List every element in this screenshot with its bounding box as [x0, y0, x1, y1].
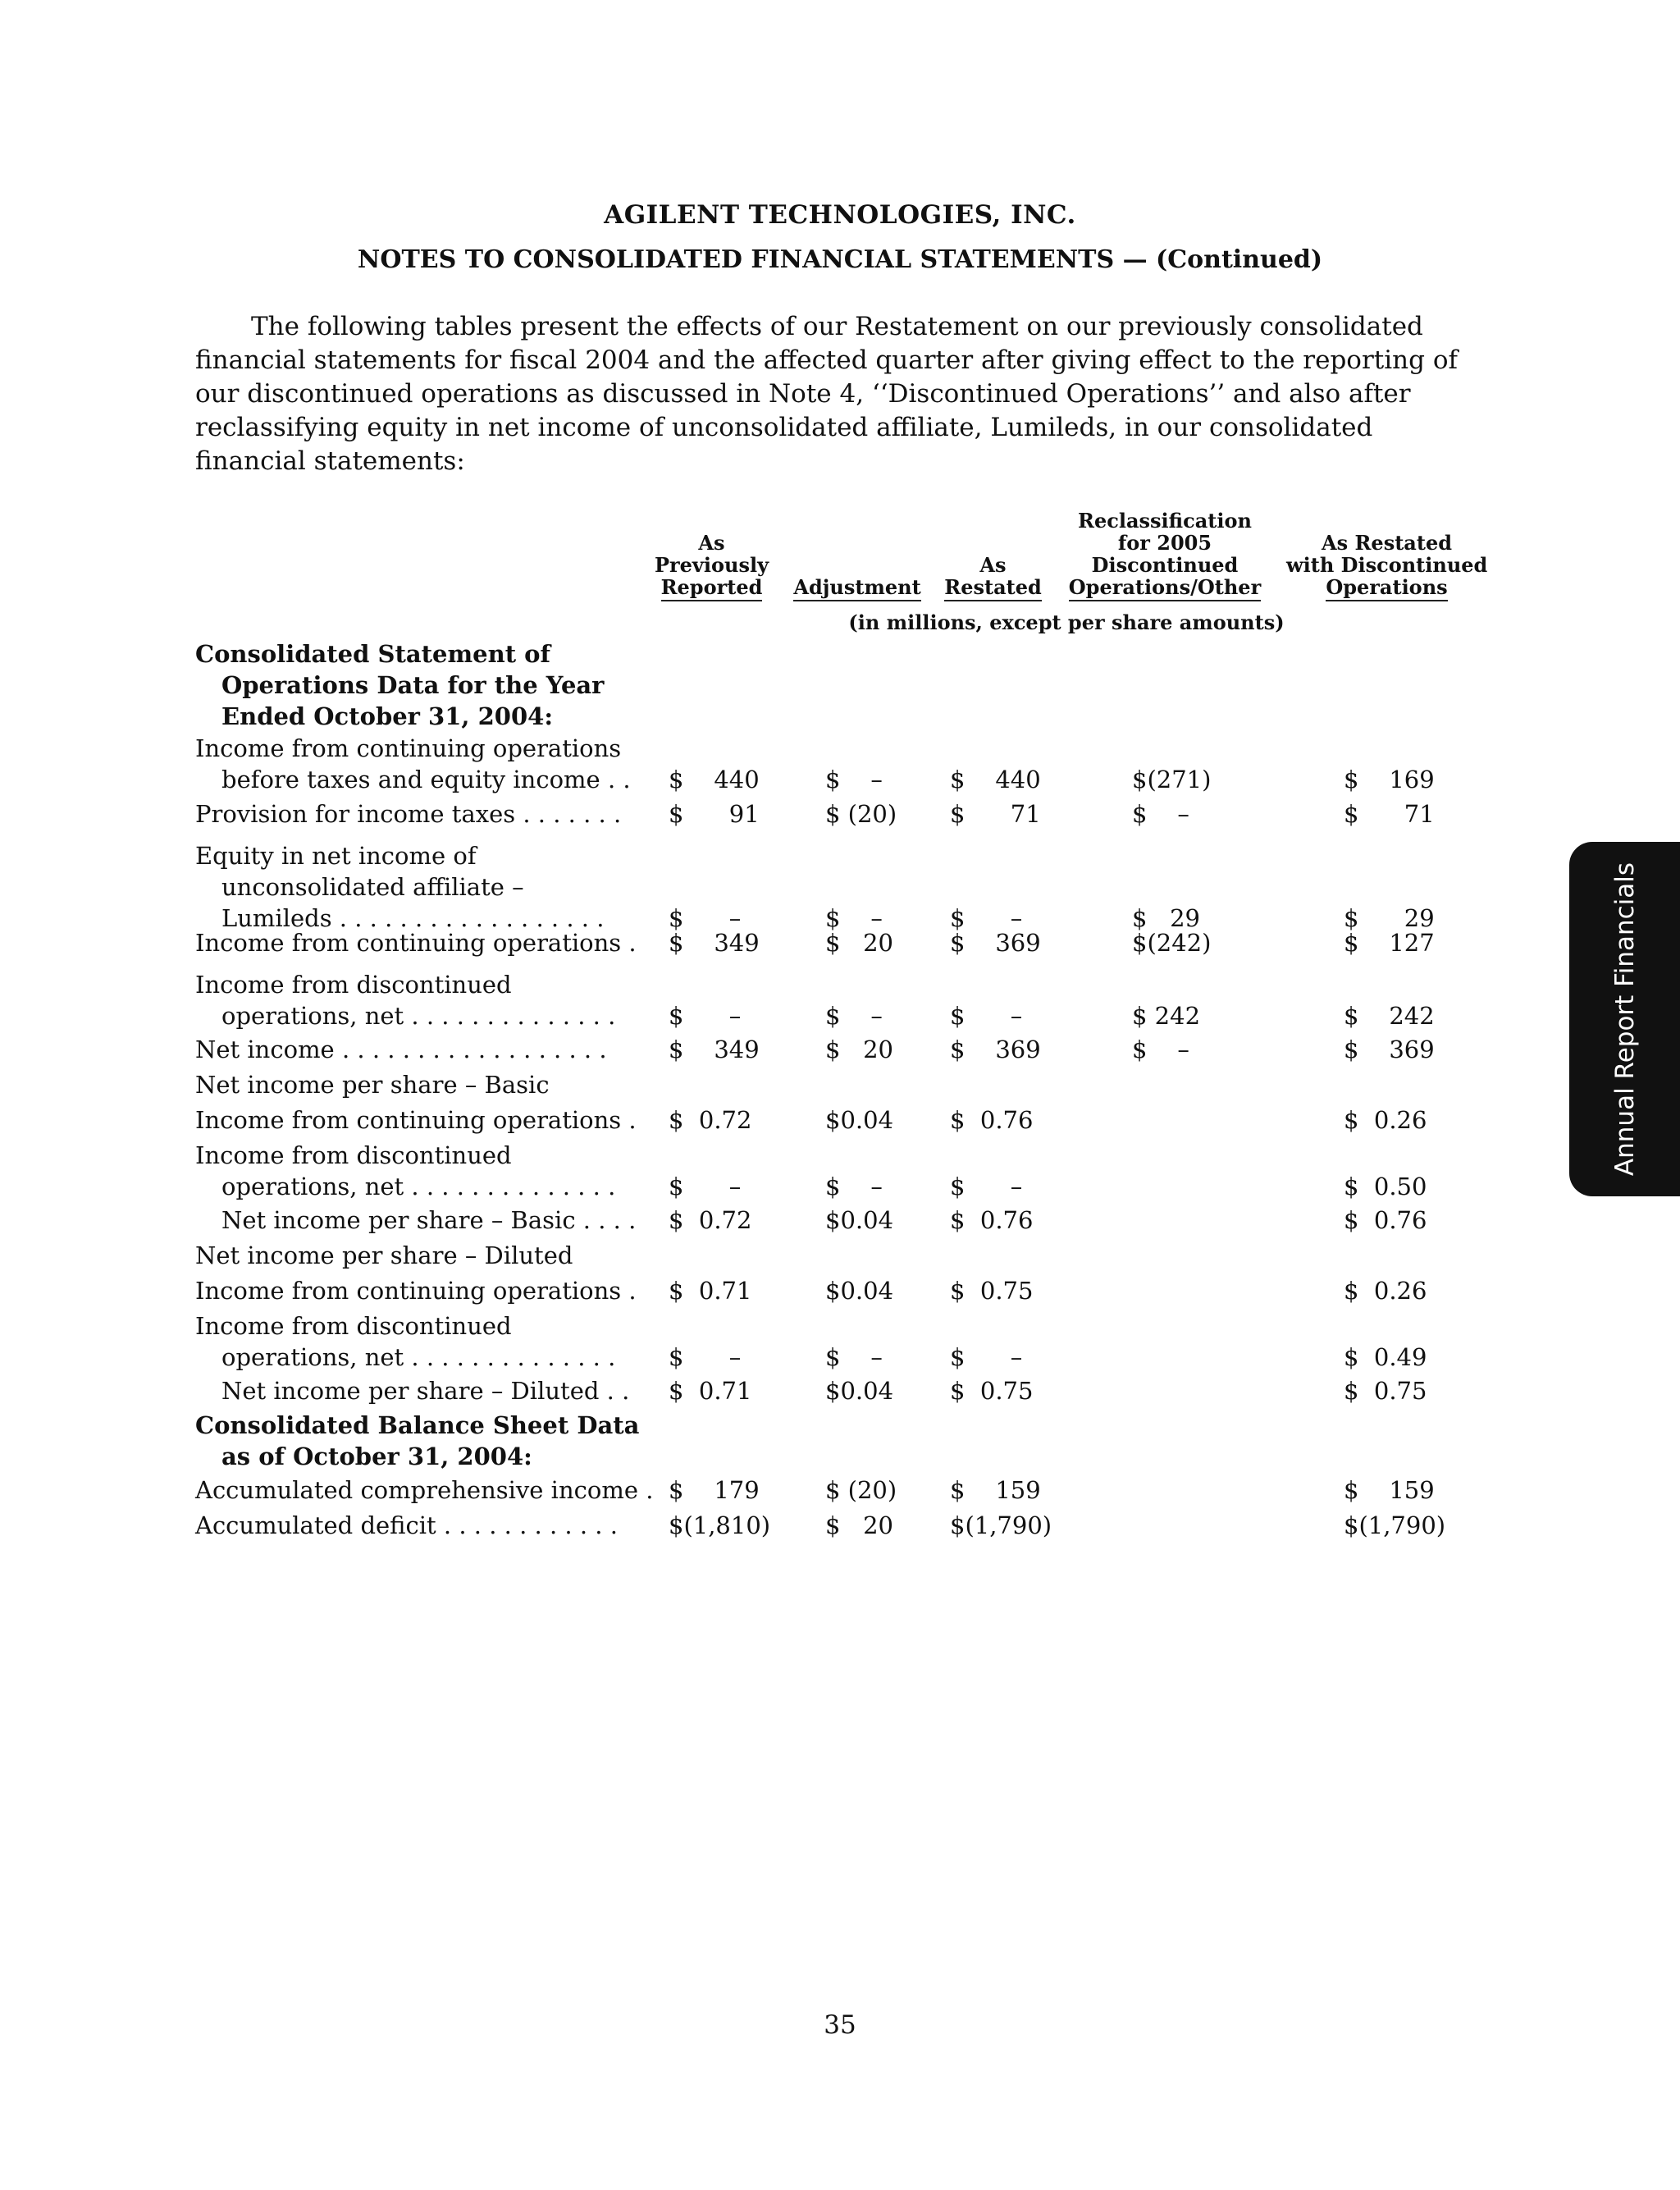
row-value: $ –	[825, 1002, 883, 1030]
row-label	[195, 840, 638, 934]
row-label	[195, 1375, 638, 1406]
row-value: $ 29	[1344, 904, 1435, 932]
row-value: $ 0.71	[669, 1277, 752, 1305]
row-label-line: Income from discontinued	[195, 1312, 512, 1340]
row-label-line: Lumileds . . . . . . . . . . . . . . . . . .	[221, 904, 605, 932]
row-value: $ –	[825, 1343, 883, 1371]
units-note: (in millions, except per share amounts)	[848, 610, 1285, 634]
row-value: $ –	[950, 1343, 1023, 1371]
row-label-line: Income from continuing operations .	[195, 1106, 637, 1134]
row-value: $ 369	[1344, 1036, 1435, 1063]
row-label-line: Income from continuing operations	[195, 734, 622, 762]
row-value: $ –	[950, 1002, 1023, 1030]
row-label	[195, 798, 638, 830]
row-value: $ 0.76	[950, 1206, 1034, 1234]
row-label-line: unconsolidated affiliate –	[221, 873, 524, 901]
row-value: $ –	[669, 1002, 742, 1030]
row-label-line: Net income . . . . . . . . . . . . . . . . . .	[195, 1036, 607, 1063]
intro-line: our discontinued operations as discussed in Note 4, ‘‘Discontinued Operations’’ and also after	[195, 379, 1411, 409]
row-value: $ –	[950, 904, 1023, 932]
row-label	[195, 1034, 638, 1065]
row-label-line: Income from discontinued	[195, 971, 512, 999]
row-value: $ 20	[825, 929, 894, 957]
row-label-line: Provision for income taxes . . . . . . .	[195, 800, 622, 828]
row-label	[195, 1310, 638, 1373]
row-value: $ –	[825, 1173, 883, 1200]
row-value: $ 0.49	[1344, 1343, 1427, 1371]
row-value: $ 179	[669, 1476, 760, 1504]
row-value: $ –	[669, 1173, 742, 1200]
intro-line: financial statements for fiscal 2004 and the affected quarter after giving effect to the reporting of	[195, 345, 1458, 375]
row-value: $ 29	[1132, 904, 1201, 932]
row-value: $ (20)	[825, 1476, 897, 1504]
row-label	[195, 927, 638, 958]
col-header-adjustment: Adjustment	[788, 576, 927, 598]
row-value: $ 0.76	[950, 1106, 1034, 1134]
page-number: 35	[824, 2010, 856, 2040]
row-value: $0.04	[825, 1377, 894, 1405]
row-value: $(1,810)	[669, 1511, 771, 1539]
row-label	[195, 969, 638, 1031]
row-label-line: before taxes and equity income . .	[221, 766, 631, 793]
row-label	[195, 1510, 638, 1541]
row-label-line: Net income per share – Diluted	[195, 1241, 573, 1269]
row-value: $ 0.26	[1344, 1106, 1427, 1134]
row-value: $ 0.26	[1344, 1277, 1427, 1305]
row-label-line: as of October 31, 2004:	[221, 1442, 532, 1470]
row-label-line: Net income per share – Diluted . .	[221, 1377, 630, 1405]
company-title: AGILENT TECHNOLOGIES, INC.	[604, 200, 1076, 230]
side-tab-label: Annual Report Financials	[1609, 862, 1640, 1177]
row-value: $ (20)	[825, 800, 897, 828]
intro-paragraph	[195, 310, 1475, 478]
row-value: $ 159	[950, 1476, 1041, 1504]
row-label-line: Operations Data for the Year	[221, 671, 605, 699]
row-value: $ –	[669, 1343, 742, 1371]
row-value: $ 242	[1344, 1002, 1435, 1030]
col-header-previously-reported: As Previously Reported	[648, 532, 775, 598]
row-value: $ 159	[1344, 1476, 1435, 1504]
row-value: $(271)	[1132, 766, 1212, 793]
row-label-line: operations, net . . . . . . . . . . . . . .	[221, 1002, 616, 1030]
col-header-as-restated-discontinued: As Restated with Discontinued Operations	[1286, 532, 1487, 598]
row-value: $ 20	[825, 1036, 894, 1063]
row-value: $ 242	[1132, 1002, 1201, 1030]
row-label	[195, 733, 638, 795]
row-value: $0.04	[825, 1106, 894, 1134]
row-value: $ 0.75	[950, 1277, 1034, 1305]
row-value: $ 20	[825, 1511, 894, 1539]
row-value: $ 0.75	[1344, 1377, 1427, 1405]
row-value: $0.04	[825, 1206, 894, 1234]
row-value: $ 127	[1344, 929, 1435, 957]
row-label-line: Equity in net income of	[195, 842, 477, 870]
row-label	[195, 638, 638, 732]
row-label-line: Consolidated Statement of	[195, 640, 551, 668]
row-value: $ –	[825, 766, 883, 793]
row-label	[195, 1275, 638, 1306]
row-label-line: operations, net . . . . . . . . . . . . . .	[221, 1173, 616, 1200]
row-label-line: operations, net . . . . . . . . . . . . . .	[221, 1343, 616, 1371]
side-section-tab	[1569, 842, 1680, 1196]
row-label	[195, 1474, 654, 1506]
intro-line: financial statements:	[195, 446, 465, 476]
row-value: $ 440	[669, 766, 760, 793]
row-label-line: Ended October 31, 2004:	[221, 702, 554, 730]
row-value: $ 0.72	[669, 1206, 752, 1234]
row-value: $ 0.71	[669, 1377, 752, 1405]
row-value: $(1,790)	[1344, 1511, 1446, 1539]
row-value: $ 349	[669, 1036, 760, 1063]
row-value: $ 369	[950, 1036, 1041, 1063]
row-label-line: Accumulated comprehensive income .	[195, 1476, 654, 1504]
row-value: $ 71	[1344, 800, 1435, 828]
row-value: $ –	[1132, 800, 1189, 828]
row-value: $ 169	[1344, 766, 1435, 793]
row-value: $ 0.72	[669, 1106, 752, 1134]
row-label-line: Consolidated Balance Sheet Data	[195, 1411, 640, 1439]
row-value: $ 91	[669, 800, 760, 828]
row-label-line: Income from discontinued	[195, 1141, 512, 1169]
col-header-reclassification: Reclassification for 2005 Discontinued Operations/Other	[1058, 510, 1271, 598]
row-value: $ –	[1132, 1036, 1189, 1063]
row-value: $ 0.76	[1344, 1206, 1427, 1234]
row-label	[195, 1240, 638, 1271]
row-label	[195, 1069, 638, 1100]
row-label-line: Income from continuing operations .	[195, 929, 637, 957]
row-value: $(242)	[1132, 929, 1212, 957]
row-label	[195, 1205, 638, 1236]
row-label-line: Accumulated deficit . . . . . . . . . . . .	[195, 1511, 618, 1539]
row-value: $(1,790)	[950, 1511, 1052, 1539]
row-label	[195, 1140, 638, 1202]
row-value: $ 440	[950, 766, 1041, 793]
row-label-line: Income from continuing operations .	[195, 1277, 637, 1305]
row-value: $ 0.50	[1344, 1173, 1427, 1200]
row-value: $ –	[669, 904, 742, 932]
row-label	[195, 1410, 638, 1472]
row-value: $ 349	[669, 929, 760, 957]
row-value: $ 369	[950, 929, 1041, 957]
row-label-line: Net income per share – Basic . . . .	[221, 1206, 637, 1234]
row-label-line: Net income per share – Basic	[195, 1071, 550, 1099]
intro-line: The following tables present the effects of our Restatement on our previously consolidated	[251, 312, 1423, 341]
row-value: $0.04	[825, 1277, 894, 1305]
row-value: $ –	[950, 1173, 1023, 1200]
row-label	[195, 1104, 638, 1136]
col-header-as-restated: As Restated	[942, 554, 1044, 598]
row-value: $ 0.75	[950, 1377, 1034, 1405]
section-subtitle: NOTES TO CONSOLIDATED FINANCIAL STATEMENTS — (Continued)	[357, 245, 1323, 274]
intro-line: reclassifying equity in net income of unconsolidated affiliate, Lumileds, in our consolidated	[195, 413, 1373, 442]
row-value: $ 71	[950, 800, 1041, 828]
row-value: $ –	[825, 904, 883, 932]
